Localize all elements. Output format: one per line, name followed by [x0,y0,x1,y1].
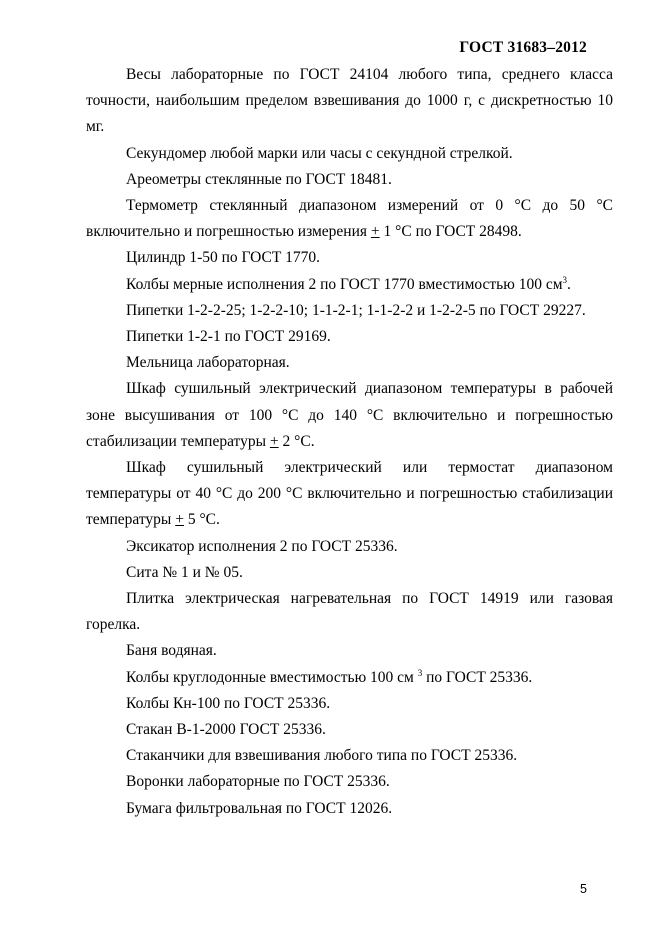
plus-minus-sign: + [370,223,380,241]
oven2-text: Шкаф сушильный электрический или термостат диапазоном температуры от 40 °С до 200 °С включительно и погрешностью стабилизации температуры [86,459,613,529]
document-header: ГОСТ 31683–2012 [459,39,587,56]
round-flasks-text: Колбы круглодонные вместимостью 100 см [126,668,418,686]
paragraph-funnels: Воронки лабораторные по ГОСТ 25336. [126,773,390,791]
paragraph-filter-paper: Бумага фильтровальная по ГОСТ 12026. [126,799,393,817]
paragraph-water-bath: Баня водяная. [126,642,217,660]
paragraph-drying-oven-2 [86,455,613,534]
paragraph-volumetric-flasks [86,272,613,298]
flasks-text: Колбы мерные исполнения 2 по ГОСТ 1770 вместимостью 100 см [126,275,563,293]
oven1-text: Шкаф сушильный электрический диапазоном температуры в рабочей зоне высушивания от 100 °С до 140 °С включительно и погрешностью стабилизации температуры [86,380,613,450]
superscript-3: 3 [417,667,423,678]
flasks-text-end: . [567,275,571,293]
paragraph-thermometer [86,193,613,245]
thermometer-text: Термометр стеклянный диапазоном измерений от 0 °С до 50 °С включительно и погрешностью измерения [86,197,613,241]
paragraph-mill: Мельница лабораторная. [126,354,290,372]
paragraph-pipettes-2: Пипетки 1-2-1 по ГОСТ 29169. [126,328,331,346]
page-number: 5 [580,882,587,896]
oven1-text-end: 2 °С. [278,432,315,450]
paragraph-desiccator: Эксикатор исполнения 2 по ГОСТ 25336. [126,537,398,555]
paragraph-weighing-cups: Стаканчики для взвешивания любого типа по ГОСТ 25336. [126,747,518,765]
paragraph-stopwatch: Секундомер любой марки или часы с секундной стрелкой. [126,144,513,162]
paragraph-beaker: Стакан В-1-2000 ГОСТ 25336. [126,721,326,739]
plus-minus-sign: + [269,432,279,450]
paragraph-cylinder: Цилиндр 1-50 по ГОСТ 1770. [126,249,321,267]
equipment-list [86,62,613,822]
superscript-3: 3 [562,274,568,285]
thermometer-text-end: 1 °С по ГОСТ 28498. [379,223,522,241]
paragraph-scales: Весы лабораторные по ГОСТ 24104 любого типа, среднего класса точности, наибольшим пределом взвешивания до 1000 г, с дискретностью 10 мг. [86,66,613,136]
paragraph-sieves: Сита № 1 и № 05. [126,563,243,581]
oven2-text-end: 5 °С. [183,511,220,529]
paragraph-pipettes-1: Пипетки 1-2-2-25; 1-2-2-10; 1-1-2-1; 1-1-2-2 и 1-2-2-5 по ГОСТ 29227. [126,301,586,319]
paragraph-kn-flasks: Колбы Кн-100 по ГОСТ 25336. [126,694,331,712]
paragraph-areometers: Ареометры стеклянные по ГОСТ 18481. [126,170,392,188]
round-flasks-text-end: по ГОСТ 25336. [422,668,533,686]
plus-minus-sign: + [175,511,184,529]
paragraph-hotplate: Плитка электрическая нагревательная по ГОСТ 14919 или газовая горелка. [86,590,613,634]
paragraph-round-flasks [86,665,613,691]
paragraph-drying-oven-1 [86,376,613,455]
